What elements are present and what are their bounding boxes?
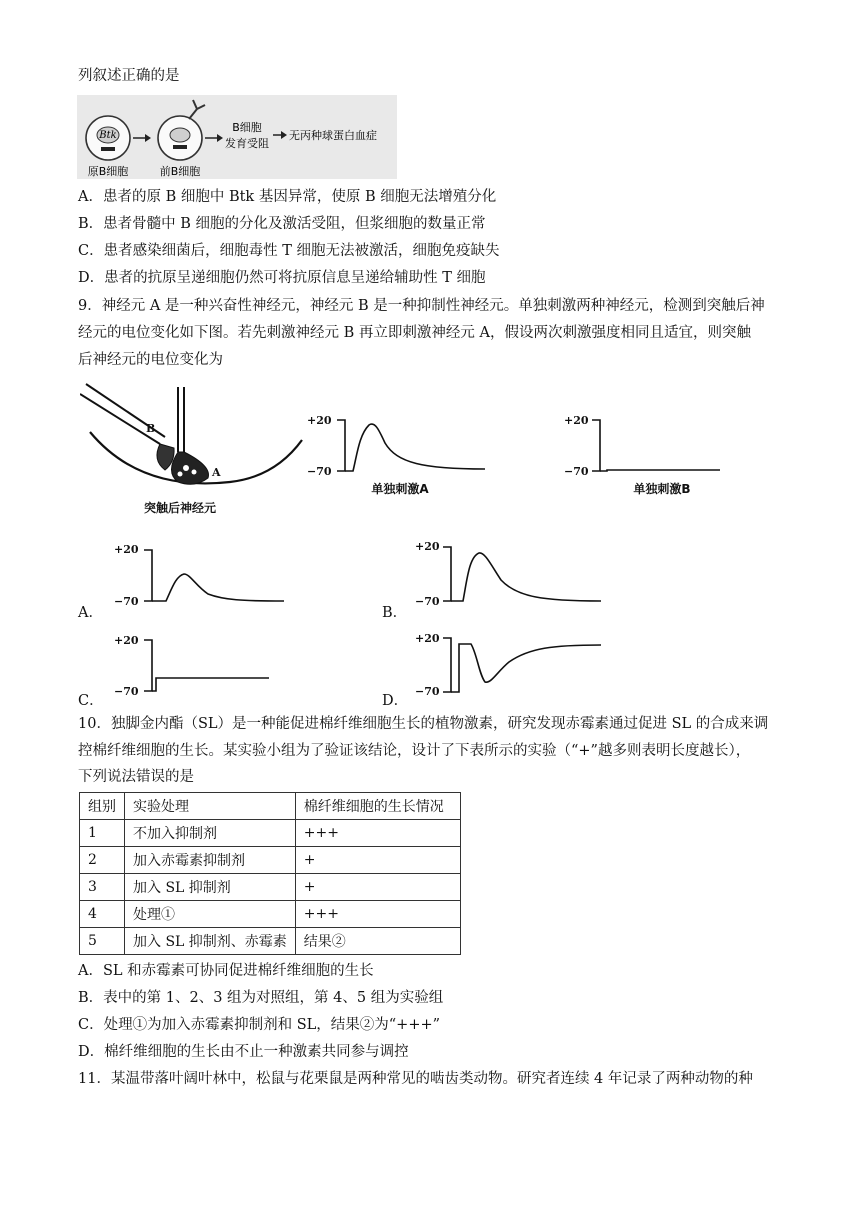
choice-b-y-top: +20: [415, 540, 440, 553]
q10-option-b: B．表中的第 1、2、3 组为对照组，第 4、5 组为实验组: [78, 990, 444, 1006]
table-row: [80, 820, 461, 847]
table-cell: 加入 SL 抑制剂: [125, 874, 296, 901]
table-cell: 1: [80, 820, 125, 847]
choice-d-graph: [413, 626, 608, 700]
agammaglobulinemia-label: 无丙种球蛋白血症: [289, 129, 377, 142]
table-row: [80, 874, 461, 901]
table-cell: +++: [295, 820, 460, 847]
table-row: [80, 928, 461, 955]
q10-option-d: D．棉纤维细胞的生长由不止一种激素共同参与调控: [78, 1044, 409, 1060]
table-cell: 加入 SL 抑制剂、赤霉素: [125, 928, 296, 955]
graph-b-y-top: +20: [564, 414, 589, 427]
graph-a-caption: 单独刺激A: [371, 482, 429, 496]
table-cell: 2: [80, 847, 125, 874]
choice-a-y-bottom: −70: [114, 595, 139, 608]
neuron-a-label: A: [212, 466, 221, 479]
choice-b-graph: [413, 535, 608, 610]
table-cell: +++: [295, 901, 460, 928]
choice-a-label: A．: [78, 605, 103, 621]
choice-c-graph: [112, 630, 292, 700]
choice-c-label: C．: [78, 693, 104, 709]
choice-c-y-bottom: −70: [114, 685, 139, 698]
table-cell: 4: [80, 901, 125, 928]
table-cell: +: [295, 847, 460, 874]
choice-a-graph: [112, 538, 292, 610]
q8-option-a: A．患者的原 B 细胞中 Btk 基因异常，使原 B 细胞无法增殖分化: [78, 189, 497, 205]
choice-c-y-top: +20: [114, 634, 139, 647]
q9-stem-line-2: 经元的电位变化如下图。若先刺激神经元 B 再立即刺激神经元 A，假设两次刺激强度相同且适宜，则突触: [78, 325, 751, 341]
experiment-table: [79, 792, 461, 955]
graph-a-y-top: +20: [307, 414, 332, 427]
q8-stem-end: 列叙述正确的是: [78, 68, 180, 84]
graph-stimulate-a: [305, 405, 490, 500]
table-cell: 结果②: [295, 928, 460, 955]
graph-b-caption: 单独刺激B: [633, 482, 691, 496]
q9-stem-line-1: 9．神经元 A 是一种兴奋性神经元，神经元 B 是一种抑制性神经元。单独刺激两种神经元，检测到突触后神: [78, 298, 765, 314]
table-cell: 5: [80, 928, 125, 955]
q10-stem-line-3: 下列说法错误的是: [78, 769, 194, 785]
graph-b-line: [600, 470, 720, 471]
choice-b-y-bottom: −70: [415, 595, 440, 608]
table-cell: 不加入抑制剂: [125, 820, 296, 847]
synapse-diagram: [80, 382, 305, 517]
table-cell: 处理①: [125, 901, 296, 928]
q8-option-c: C．患者感染细菌后，细胞毒性 T 细胞无法被激活，细胞免疫缺失: [78, 243, 500, 259]
pro-b-cell-label: 原B细胞: [87, 165, 129, 178]
q9-stem-line-3: 后神经元的电位变化为: [78, 352, 223, 368]
q8-option-d: D．患者的抗原呈递细胞仍然可将抗原信息呈递给辅助性 T 细胞: [78, 270, 486, 286]
q10-stem-line-2: 控棉纤维细胞的生长。某实验小组为了验证该结论，设计了下表所示的实验（“+”越多则表明长度越长），: [78, 743, 751, 759]
choice-d-y-bottom: −70: [415, 685, 440, 698]
graph-stimulate-b: [562, 405, 732, 500]
q10-option-c: C．处理①为加入赤霉素抑制剂和 SL，结果②为“+++”: [78, 1017, 441, 1033]
neuron-b-label: B: [146, 422, 156, 435]
q8-option-b: B．患者骨髓中 B 细胞的分化及激活受阻，但浆细胞的数量正常: [78, 216, 486, 232]
header-growth: 棉纤维细胞的生长情况: [295, 793, 460, 820]
graph-a-curve: [345, 424, 485, 471]
table-cell: 3: [80, 874, 125, 901]
table-row: [80, 847, 461, 874]
choice-a-y-top: +20: [114, 543, 139, 556]
choice-d-y-top: +20: [415, 632, 440, 645]
q8-flow-figure: [77, 95, 397, 179]
choice-d-label: D．: [382, 693, 409, 709]
choice-b-label: B．: [382, 605, 408, 621]
q11-stem: 11．某温带落叶阔叶林中，松鼠与花栗鼠是两种常见的啮齿类动物。研究者连续 4 年记录了两种动物的种: [78, 1071, 753, 1087]
q10-stem-line-1: 10．独脚金内酯（SL）是一种能促进棉纤维细胞生长的植物激素，研究发现赤霉素通过促进 SL 的合成来调: [78, 716, 769, 732]
header-group: 组别: [80, 793, 125, 820]
table-header-row: [80, 793, 461, 820]
btk-gene-label: Btk: [99, 130, 117, 141]
table-row: [80, 901, 461, 928]
graph-b-y-bottom: −70: [564, 465, 589, 478]
table-cell: 加入赤霉素抑制剂: [125, 847, 296, 874]
postsynaptic-neuron-caption: 突触后神经元: [143, 501, 217, 515]
table-cell: +: [295, 874, 460, 901]
header-treatment: 实验处理: [125, 793, 296, 820]
graph-a-y-bottom: −70: [307, 465, 332, 478]
pre-b-cell-label: 前B细胞: [159, 165, 201, 178]
development-blocked-label: 发育受阻: [225, 137, 269, 150]
q10-option-a: A．SL 和赤霉素可协同促进棉纤维细胞的生长: [78, 963, 374, 979]
b-cell-label: B细胞: [232, 121, 262, 134]
